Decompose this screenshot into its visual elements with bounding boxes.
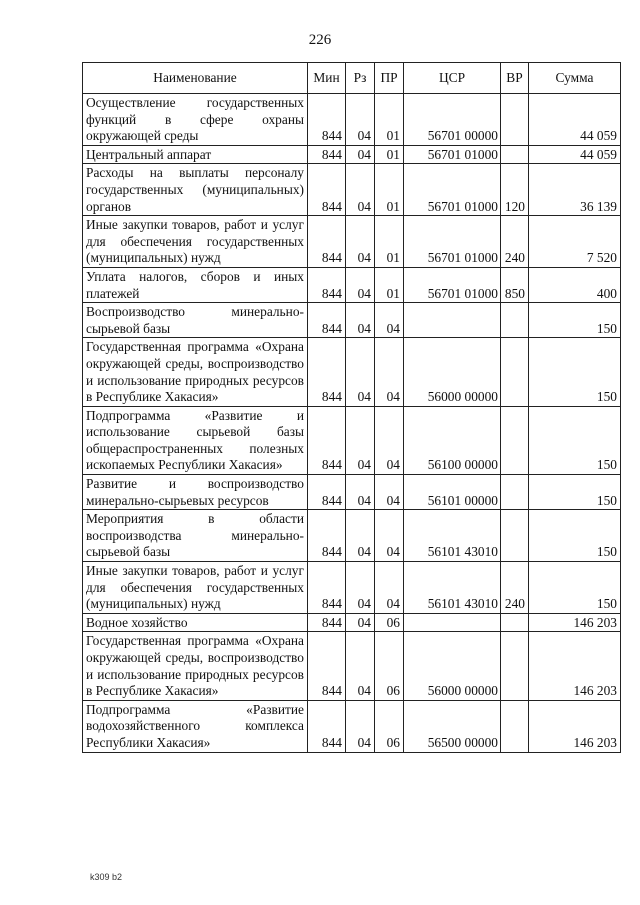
cell-sum: 150 xyxy=(529,338,621,406)
cell-pr: 04 xyxy=(375,303,404,338)
cell-pr: 01 xyxy=(375,164,404,216)
cell-sum: 150 xyxy=(529,562,621,614)
cell-sum: 44 059 xyxy=(529,94,621,146)
cell-name: Центральный аппарат xyxy=(83,145,308,164)
cell-rz: 04 xyxy=(346,303,375,338)
table-body xyxy=(83,94,621,753)
cell-csr: 56701 01000 xyxy=(404,216,501,268)
cell-sum: 150 xyxy=(529,475,621,510)
cell-vr xyxy=(501,613,529,632)
cell-min: 844 xyxy=(308,94,346,146)
table-row xyxy=(83,267,621,302)
cell-sum: 36 139 xyxy=(529,164,621,216)
cell-rz: 04 xyxy=(346,216,375,268)
header-sum: Сумма xyxy=(529,63,621,94)
table-row xyxy=(83,216,621,268)
cell-sum: 146 203 xyxy=(529,613,621,632)
header-vr: ВР xyxy=(501,63,529,94)
cell-name: Государственная программа «Охрана окружающей среды, воспроизводство и использование природных ресурсов в Республике Хакасия» xyxy=(83,338,308,406)
cell-min: 844 xyxy=(308,613,346,632)
cell-rz: 04 xyxy=(346,475,375,510)
cell-rz: 04 xyxy=(346,700,375,752)
cell-rz: 04 xyxy=(346,562,375,614)
cell-pr: 04 xyxy=(375,338,404,406)
cell-pr: 06 xyxy=(375,700,404,752)
cell-rz: 04 xyxy=(346,267,375,302)
table-row xyxy=(83,562,621,614)
table-row xyxy=(83,145,621,164)
table-header-row xyxy=(83,63,621,94)
cell-rz: 04 xyxy=(346,145,375,164)
cell-rz: 04 xyxy=(346,94,375,146)
cell-csr: 56701 01000 xyxy=(404,164,501,216)
table-row xyxy=(83,632,621,700)
cell-vr xyxy=(501,475,529,510)
cell-vr xyxy=(501,510,529,562)
cell-vr xyxy=(501,145,529,164)
header-min: Мин xyxy=(308,63,346,94)
table-row xyxy=(83,475,621,510)
cell-vr xyxy=(501,94,529,146)
footer-code: k309 b2 xyxy=(90,872,123,882)
cell-pr: 06 xyxy=(375,613,404,632)
cell-csr: 56000 00000 xyxy=(404,338,501,406)
cell-min: 844 xyxy=(308,267,346,302)
cell-name: Расходы на выплаты персоналу государственных (муниципальных) органов xyxy=(83,164,308,216)
table-row xyxy=(83,338,621,406)
cell-name: Иные закупки товаров, работ и услуг для обеспечения государственных (муниципальных) нужд xyxy=(83,216,308,268)
cell-min: 844 xyxy=(308,700,346,752)
cell-pr: 01 xyxy=(375,216,404,268)
cell-name: Подпрограмма «Развитие и использование сырьевой базы общераспространенных полезных ископаемых Республики Хакасия» xyxy=(83,406,308,474)
cell-vr: 850 xyxy=(501,267,529,302)
cell-sum: 7 520 xyxy=(529,216,621,268)
budget-table xyxy=(82,62,621,753)
cell-pr: 01 xyxy=(375,267,404,302)
cell-name: Государственная программа «Охрана окружающей среды, воспроизводство и использование природных ресурсов в Республике Хакасия» xyxy=(83,632,308,700)
table-row xyxy=(83,406,621,474)
cell-sum: 150 xyxy=(529,303,621,338)
cell-pr: 06 xyxy=(375,632,404,700)
cell-rz: 04 xyxy=(346,406,375,474)
table-row xyxy=(83,303,621,338)
cell-vr: 240 xyxy=(501,216,529,268)
header-csr: ЦСР xyxy=(404,63,501,94)
cell-pr: 01 xyxy=(375,94,404,146)
cell-rz: 04 xyxy=(346,613,375,632)
cell-min: 844 xyxy=(308,475,346,510)
cell-vr: 240 xyxy=(501,562,529,614)
cell-csr: 56701 01000 xyxy=(404,145,501,164)
cell-csr: 56101 43010 xyxy=(404,562,501,614)
cell-min: 844 xyxy=(308,406,346,474)
cell-name: Мероприятия в области воспроизводства минерально-сырьевой базы xyxy=(83,510,308,562)
cell-name: Развитие и воспроизводство минерально-сырьевых ресурсов xyxy=(83,475,308,510)
cell-min: 844 xyxy=(308,303,346,338)
cell-csr: 56701 01000 xyxy=(404,267,501,302)
cell-min: 844 xyxy=(308,562,346,614)
cell-rz: 04 xyxy=(346,510,375,562)
cell-rz: 04 xyxy=(346,632,375,700)
cell-name: Иные закупки товаров, работ и услуг для обеспечения государственных (муниципальных) нужд xyxy=(83,562,308,614)
cell-sum: 150 xyxy=(529,406,621,474)
cell-sum: 150 xyxy=(529,510,621,562)
cell-vr xyxy=(501,338,529,406)
cell-vr xyxy=(501,632,529,700)
cell-vr xyxy=(501,406,529,474)
cell-csr: 56701 00000 xyxy=(404,94,501,146)
cell-name: Водное хозяйство xyxy=(83,613,308,632)
cell-csr: 56101 43010 xyxy=(404,510,501,562)
cell-rz: 04 xyxy=(346,164,375,216)
cell-min: 844 xyxy=(308,216,346,268)
cell-sum: 400 xyxy=(529,267,621,302)
cell-name: Подпрограмма «Развитие водохозяйственного комплекса Республики Хакасия» xyxy=(83,700,308,752)
cell-name: Осуществление государственных функций в сфере охраны окружающей среды xyxy=(83,94,308,146)
cell-name: Воспроизводство минерально-сырьевой базы xyxy=(83,303,308,338)
cell-pr: 04 xyxy=(375,562,404,614)
cell-vr xyxy=(501,700,529,752)
table-row xyxy=(83,94,621,146)
cell-csr: 56100 00000 xyxy=(404,406,501,474)
header-name: Наименование xyxy=(83,63,308,94)
cell-min: 844 xyxy=(308,164,346,216)
cell-min: 844 xyxy=(308,145,346,164)
table-row xyxy=(83,613,621,632)
cell-min: 844 xyxy=(308,338,346,406)
cell-vr: 120 xyxy=(501,164,529,216)
cell-pr: 04 xyxy=(375,406,404,474)
page-number: 226 xyxy=(308,32,332,48)
cell-pr: 04 xyxy=(375,475,404,510)
cell-sum: 44 059 xyxy=(529,145,621,164)
cell-csr: 56101 00000 xyxy=(404,475,501,510)
cell-csr: 56500 00000 xyxy=(404,700,501,752)
cell-vr xyxy=(501,303,529,338)
header-pr: ПР xyxy=(375,63,404,94)
cell-pr: 04 xyxy=(375,510,404,562)
table-row xyxy=(83,164,621,216)
table-row xyxy=(83,510,621,562)
cell-sum: 146 203 xyxy=(529,700,621,752)
header-rz: Рз xyxy=(346,63,375,94)
cell-csr xyxy=(404,613,501,632)
cell-csr xyxy=(404,303,501,338)
cell-sum: 146 203 xyxy=(529,632,621,700)
cell-min: 844 xyxy=(308,510,346,562)
table-row xyxy=(83,700,621,752)
cell-pr: 01 xyxy=(375,145,404,164)
cell-name: Уплата налогов, сборов и иных платежей xyxy=(83,267,308,302)
cell-csr: 56000 00000 xyxy=(404,632,501,700)
cell-rz: 04 xyxy=(346,338,375,406)
cell-min: 844 xyxy=(308,632,346,700)
